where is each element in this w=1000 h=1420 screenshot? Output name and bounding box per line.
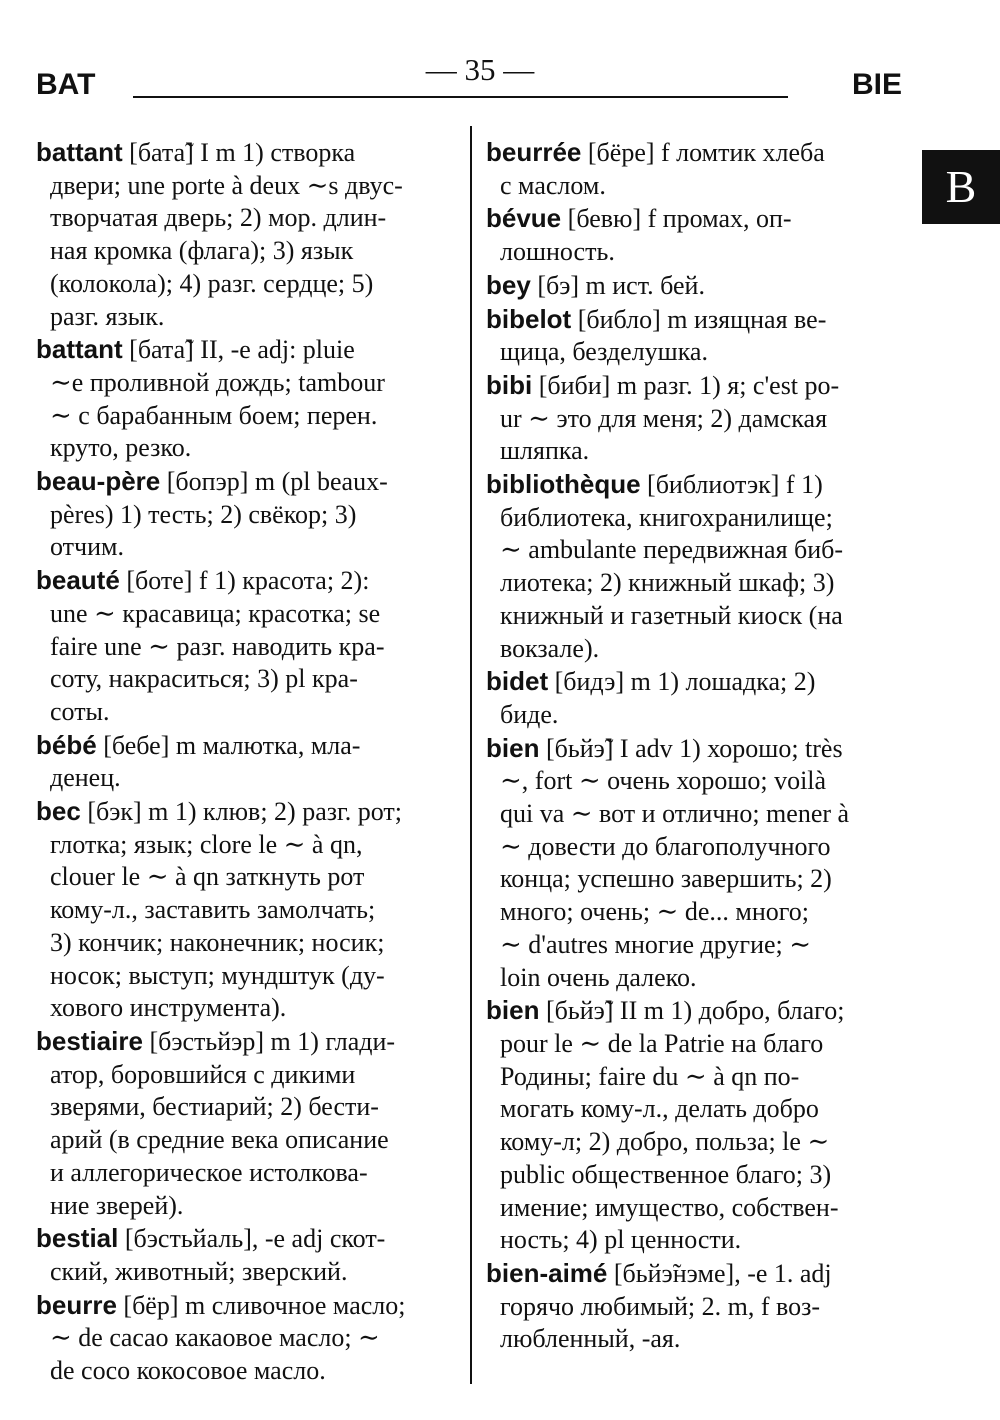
entry-line: [36, 333, 456, 367]
dictionary-entry: [486, 665, 914, 731]
entry-text: ∼ с барабанным боем; перен.: [50, 400, 378, 430]
entry-headword: bévue: [486, 203, 562, 234]
entry-text: ние зверей).: [50, 1190, 184, 1220]
entry-line: [486, 269, 914, 303]
entry-line: [36, 631, 456, 664]
dictionary-entry: [486, 136, 914, 202]
entry-line: [486, 502, 914, 535]
entry-line: [486, 665, 914, 699]
entry-text: хового инструмента).: [50, 993, 287, 1023]
entry-text: с маслом.: [500, 170, 606, 200]
entry-line: [36, 861, 456, 894]
entry-text: горячо любимый; 2. m, f воз-: [500, 1291, 821, 1321]
dictionary-entry: [36, 564, 456, 729]
entry-line: [36, 531, 456, 564]
entry-text: ∼, fort ∼ очень хорошо; voilà: [500, 766, 827, 796]
entry-headword: bien: [486, 995, 540, 1026]
entry-text: de coco кокосовое масло.: [50, 1356, 326, 1386]
entry-text: [бэ] m ист. бей.: [537, 270, 705, 300]
entry-text: творчатая дверь; 2) мор. длин-: [50, 203, 387, 233]
entry-line: [486, 1061, 914, 1094]
entry-line: [486, 633, 914, 666]
entry-line: [486, 567, 914, 600]
entry-text: [бьйэ̃нэме], -e 1. adj: [613, 1258, 832, 1288]
entry-line: [36, 235, 456, 268]
dictionary-entry: [36, 1289, 456, 1388]
entry-text: qui va ∼ вот и отлично; mener à: [500, 799, 850, 829]
entry-line: [486, 202, 914, 236]
entry-line: [36, 1091, 456, 1124]
entry-text: атор, боровшийся с дикими: [50, 1059, 356, 1089]
dictionary-entry: [486, 369, 914, 468]
entry-line: [36, 136, 456, 170]
entry-text: имение; имущество, собствен-: [500, 1192, 839, 1222]
entry-text: отчим.: [50, 532, 124, 562]
entry-line: [486, 732, 914, 766]
entry-text: вокзале).: [500, 633, 600, 663]
dictionary-entry: [36, 795, 456, 1025]
entry-text: [бэстьйаль], -e adj скот-: [124, 1224, 386, 1254]
entry-line: [36, 1256, 456, 1289]
thumb-index-tab: B: [922, 150, 1000, 224]
entry-text: книжный и газетный киоск (на: [500, 600, 843, 630]
entry-text: арий (в средние века описание: [50, 1125, 389, 1155]
entry-line: [36, 894, 456, 927]
entry-text: [бёре] f ломтик хлеба: [587, 138, 825, 167]
entry-text: [бэстьйэр] m 1) глади-: [149, 1026, 396, 1056]
entry-text: clouer le ∼ à qn заткнуть рот: [50, 862, 365, 892]
entry-line: [486, 1257, 914, 1291]
entry-line: [36, 1222, 456, 1256]
entry-text: соты.: [50, 696, 110, 726]
entry-line: [36, 1289, 456, 1323]
entry-line: [36, 960, 456, 993]
entry-text: ∼ ambulante передвижная биб-: [500, 535, 844, 565]
dictionary-entry: [486, 269, 914, 303]
entry-text: Родины; faire du ∼ à qn по-: [500, 1061, 800, 1091]
entry-line: [486, 1159, 914, 1192]
entry-headword: bestial: [36, 1223, 119, 1254]
entry-text: кому-л., заставить замолчать;: [50, 895, 376, 925]
entry-text: pères) 1) тесть; 2) свёкор; 3): [50, 499, 357, 529]
right-column: [486, 136, 914, 1356]
entry-text: глотка; язык; clore le ∼ à qn,: [50, 829, 363, 859]
entry-line: [486, 403, 914, 436]
entry-text: разг. язык.: [50, 301, 165, 331]
entry-text: [бата̃] II, -e adj: pluie: [129, 335, 355, 365]
entry-line: [36, 499, 456, 532]
dictionary-entry: [36, 729, 456, 795]
entry-text: [бевю] f промах, оп-: [567, 204, 792, 234]
entry-text: много; очень; ∼ de... много;: [500, 897, 809, 927]
entry-text: ∼ d'autres многие другие; ∼: [500, 929, 812, 959]
entry-headword: beau-père: [36, 466, 161, 497]
entry-line: [486, 1224, 914, 1257]
entry-line: [486, 699, 914, 732]
entry-headword: beurrée: [486, 137, 582, 167]
entry-text: биде.: [500, 699, 559, 729]
entry-line: [36, 1025, 456, 1059]
entry-line: [486, 962, 914, 995]
entry-text: ∼e проливной дождь; tambour: [50, 367, 385, 397]
entry-text: конца; успешно завершить; 2): [500, 864, 832, 894]
entry-headword: bien: [486, 732, 540, 763]
entry-line: [486, 831, 914, 864]
entry-text: любленный, -ая.: [500, 1324, 681, 1354]
entry-text: соту, накраситься; 3) pl кра-: [50, 664, 358, 694]
page-header: [0, 0, 1000, 120]
entry-headword: beauté: [36, 565, 120, 596]
entry-text: денец.: [50, 763, 121, 793]
entry-line: [36, 202, 456, 235]
entry-headword: bibelot: [486, 303, 572, 334]
entry-line: [486, 136, 914, 170]
entry-line: [36, 400, 456, 433]
entry-text: ский, животный; зверский.: [50, 1256, 348, 1286]
entry-line: [36, 1190, 456, 1223]
entry-text: ∼ довести до благополучного: [500, 831, 831, 861]
column-divider: [470, 126, 472, 1384]
dictionary-entry: [36, 333, 456, 465]
entry-line: [486, 1093, 914, 1126]
dictionary-entry: [36, 1222, 456, 1288]
entry-text: ная кромка (флага); 3) язык: [50, 236, 354, 266]
entry-line: [36, 301, 456, 334]
entry-line: [36, 1059, 456, 1092]
entry-line: [36, 1124, 456, 1157]
dictionary-entry: [36, 1025, 456, 1222]
entry-line: [486, 765, 914, 798]
entry-line: [486, 863, 914, 896]
entry-line: [486, 170, 914, 203]
entry-text: ur ∼ это для меня; 2) дамская: [500, 403, 828, 433]
entry-line: [36, 829, 456, 862]
entry-text: носок; выступ; мундштук (ду-: [50, 960, 385, 990]
entry-text: круто, резко.: [50, 433, 192, 463]
entry-headword: bébé: [36, 729, 97, 760]
page-number: — 35 —: [425, 52, 535, 87]
entry-headword: battant: [36, 137, 123, 167]
entry-line: [36, 268, 456, 301]
entry-headword: battant: [36, 334, 123, 365]
entry-line: [486, 1323, 914, 1356]
entry-text: [биби] m разг. 1) я; c'est po-: [538, 370, 840, 400]
entry-text: двери; une porte à deux ∼s двус-: [50, 170, 403, 200]
entry-line: [36, 367, 456, 400]
entry-text: (колокола); 4) разг. сердце; 5): [50, 268, 374, 298]
entry-headword: bey: [486, 269, 531, 300]
entry-line: [36, 564, 456, 598]
dictionary-entry: [486, 202, 914, 268]
entry-text: могать кому-л., делать добро: [500, 1094, 819, 1124]
dictionary-entry: [486, 1257, 914, 1356]
entry-line: [36, 762, 456, 795]
entry-line: [486, 896, 914, 929]
entry-text: public общественное благо; 3): [500, 1159, 832, 1189]
entry-text: [бёр] m сливочное масло;: [123, 1290, 406, 1320]
dictionary-entry: [36, 136, 456, 333]
entry-text: ность; 4) pl ценности.: [500, 1225, 742, 1255]
entry-line: [486, 236, 914, 269]
entry-line: [36, 1157, 456, 1190]
dictionary-entry: [486, 732, 914, 995]
entry-line: [36, 927, 456, 960]
entry-line: [486, 435, 914, 468]
entry-text: loin очень далеко.: [500, 962, 697, 992]
entry-text: 3) кончик; наконечник; носик;: [50, 927, 385, 957]
entry-headword: bibliothèque: [486, 469, 641, 500]
entry-line: [36, 696, 456, 729]
entry-text: зверями, бестиарий; 2) бести-: [50, 1092, 379, 1122]
entry-line: [486, 534, 914, 567]
entry-text: [бата̃] I m 1) створка: [129, 138, 356, 167]
entry-text: лиотека; 2) книжный шкаф; 3): [500, 568, 835, 598]
entry-line: [486, 336, 914, 369]
entry-headword: bien-aimé: [486, 1257, 608, 1288]
entry-line: [36, 1322, 456, 1355]
entry-headword: beurre: [36, 1289, 117, 1320]
entry-headword: bestiaire: [36, 1025, 143, 1056]
entry-line: [486, 929, 914, 962]
entry-line: [486, 303, 914, 337]
entry-line: [36, 663, 456, 696]
entry-text: [бьйэ̃] II m 1) добро, благо;: [545, 996, 845, 1026]
entry-text: [библо] m изящная ве-: [577, 304, 827, 334]
entry-text: [бидэ] m 1) лошадка; 2): [554, 667, 816, 697]
entry-text: лошность.: [500, 237, 615, 267]
entry-text: библиотека, книгохранилище;: [500, 502, 833, 532]
entry-line: [36, 1355, 456, 1388]
dictionary-entry: [486, 468, 914, 665]
entry-text: шляпка.: [500, 436, 590, 466]
dictionary-entry: [36, 465, 456, 564]
entry-text: pour le ∼ de la Patrie на благо: [500, 1028, 824, 1058]
dictionary-entry: [486, 994, 914, 1257]
guide-word-left: BAT: [36, 68, 96, 101]
entry-text: щица, безделушка.: [500, 337, 708, 367]
guide-word-right: BIE: [852, 68, 903, 101]
entry-text: [бебе] m малютка, мла-: [103, 730, 361, 760]
entry-text: une ∼ красавица; красотка; se: [50, 598, 381, 628]
entry-line: [36, 729, 456, 763]
entry-text: [библиотэк] f 1): [647, 470, 823, 500]
dictionary-entry: [486, 303, 914, 369]
entry-line: [36, 170, 456, 203]
left-column: [36, 136, 456, 1388]
entry-text: и аллегорическое истолкова-: [50, 1157, 368, 1187]
entry-line: [486, 369, 914, 403]
entry-line: [486, 1192, 914, 1225]
entry-line: [486, 994, 914, 1028]
entry-line: [36, 598, 456, 631]
entry-text: ∼ de cacao какаовое масло; ∼: [50, 1323, 380, 1353]
entry-line: [486, 468, 914, 502]
entry-text: faire une ∼ разг. наводить кра-: [50, 631, 385, 661]
entry-line: [36, 465, 456, 499]
entry-line: [36, 432, 456, 465]
entry-headword: bidet: [486, 666, 549, 697]
entry-text: кому-л; 2) добро, польза; le ∼: [500, 1127, 830, 1157]
header-rule: [133, 96, 788, 98]
entry-text: [бэк] m 1) клюв; 2) разг. рот;: [87, 797, 403, 827]
entry-text: [боте] f 1) красота; 2):: [126, 566, 370, 596]
entry-line: [486, 600, 914, 633]
entry-line: [486, 1291, 914, 1324]
entry-line: [36, 795, 456, 829]
entry-line: [486, 1028, 914, 1061]
entry-text: [бьйэ̃] I adv 1) хорошо; très: [545, 733, 843, 763]
entry-headword: bibi: [486, 369, 533, 400]
entry-line: [36, 992, 456, 1025]
entry-line: [486, 798, 914, 831]
entry-text: [бопэр] m (pl beaux-: [166, 467, 388, 497]
entry-headword: bec: [36, 796, 81, 827]
entry-line: [486, 1126, 914, 1159]
